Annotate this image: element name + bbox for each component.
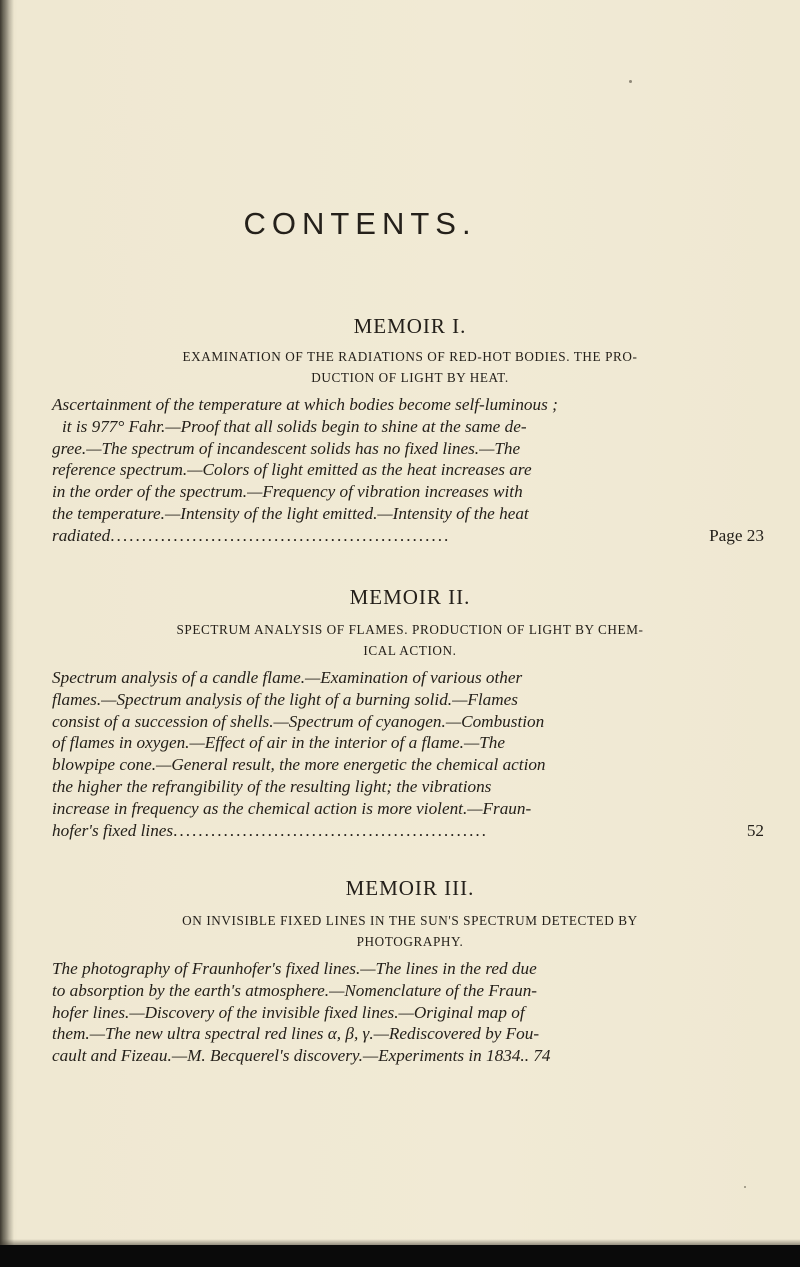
memoir-3-entry-line: The photography of Fraunhofer's fixed lines.—The lines in the red due (52, 959, 537, 978)
memoir-2-entry-line: blowpipe cone.—General result, the more energetic the chemical action (52, 755, 546, 775)
memoir-1-subheading (52, 346, 768, 388)
memoir-2-entry-last-text: hofer's fixed lines (52, 820, 174, 840)
memoir-2-entry (52, 667, 764, 842)
memoir-3-subheading-line: ON INVISIBLE FIXED LINES IN THE SUN'S SPECTRUM DETECTED BY (182, 913, 638, 928)
memoir-1-entry-line: the temperature.—Intensity of the light emitted.—Intensity of the heat (52, 503, 529, 523)
memoir-1-page-number: Page 23 (709, 525, 764, 545)
memoir-3-entry-line: to absorption by the earth's atmosphere.—Nomenclature of the Fraun- (52, 980, 538, 1000)
memoir-2-subheading-line: SPECTRUM ANALYSIS OF FLAMES. PRODUCTION OF LIGHT BY CHEM- (176, 622, 644, 637)
memoir-1-subheading-line: EXAMINATION OF THE RADIATIONS OF RED-HOT BODIES. THE PRO- (182, 349, 638, 364)
memoir-1-entry-line: in the order of the spectrum.—Frequency of vibration increases with (52, 482, 523, 502)
memoir-2-page-number: 52 (746, 820, 764, 840)
memoir-1-entry (52, 394, 764, 547)
memoir-3-entry-line: them.—The new ultra spectral red lines α, β, γ.—Rediscovered by Fou- (52, 1024, 540, 1044)
memoir-1-entry-line: reference spectrum.—Colors of light emitted as the heat increases are (52, 460, 532, 480)
memoir-1-entry-line: gree.—The spectrum of incandescent solids has no fixed lines.—The (52, 438, 521, 458)
memoir-3-entry (52, 958, 764, 1067)
memoir-3-subheading (52, 910, 768, 952)
memoir-2-subheading (52, 619, 768, 661)
memoir-2-entry-line: the higher the refrangibility of the resulting light; the vibrations (52, 776, 492, 796)
memoir-2-entry-line: flames.—Spectrum analysis of the light of a burning solid.—Flames (52, 689, 518, 709)
scan-bottom-band (0, 1245, 800, 1267)
memoir-2-entry-line: of flames in oxygen.—Effect of air in the interior of a flame.—The (52, 733, 506, 753)
memoir-1-heading: MEMOIR I. (353, 314, 467, 338)
memoir-2-dot-leader: .................................................. (173, 820, 488, 840)
memoir-1-leader-line (52, 525, 764, 547)
memoir-2-leader-line (52, 820, 764, 842)
memoir-2-subheading-line: ICAL ACTION. (363, 643, 457, 658)
memoir-1-dot-leader: ...................................................... (110, 525, 451, 545)
memoir-1-entry-line: it is 977° Fahr.—Proof that all solids begin to shine at the same de- (62, 416, 527, 436)
page-binding-shadow (0, 0, 14, 1267)
memoir-3-entry-line: cault and Fizeau.—M. Becquerel's discovery.—Experiments in 1834.. 74 (52, 1046, 551, 1066)
memoir-1-entry-line: Ascertainment of the temperature at which bodies become self-luminous ; (52, 395, 558, 414)
memoir-2-heading: MEMOIR II. (349, 585, 471, 609)
memoir-2-entry-line: increase in frequency as the chemical action is more violent.—Fraun- (52, 798, 532, 818)
contents-title: CONTENTS. (243, 206, 477, 241)
paper-speck (629, 80, 632, 83)
paper-speck (744, 1186, 746, 1188)
memoir-3-subheading-line: PHOTOGRAPHY. (356, 934, 464, 949)
memoir-1-entry-last-text: radiated (52, 525, 111, 545)
memoir-3-heading: MEMOIR III. (345, 876, 475, 900)
memoir-2-entry-line: Spectrum analysis of a candle flame.—Examination of various other (52, 668, 523, 687)
memoir-3-entry-line: hofer lines.—Discovery of the invisible fixed lines.—Original map of (52, 1002, 525, 1022)
memoir-2-entry-line: consist of a succession of shells.—Spectrum of cyanogen.—Combustion (52, 711, 545, 731)
memoir-1-subheading-line: DUCTION OF LIGHT BY HEAT. (311, 370, 509, 385)
